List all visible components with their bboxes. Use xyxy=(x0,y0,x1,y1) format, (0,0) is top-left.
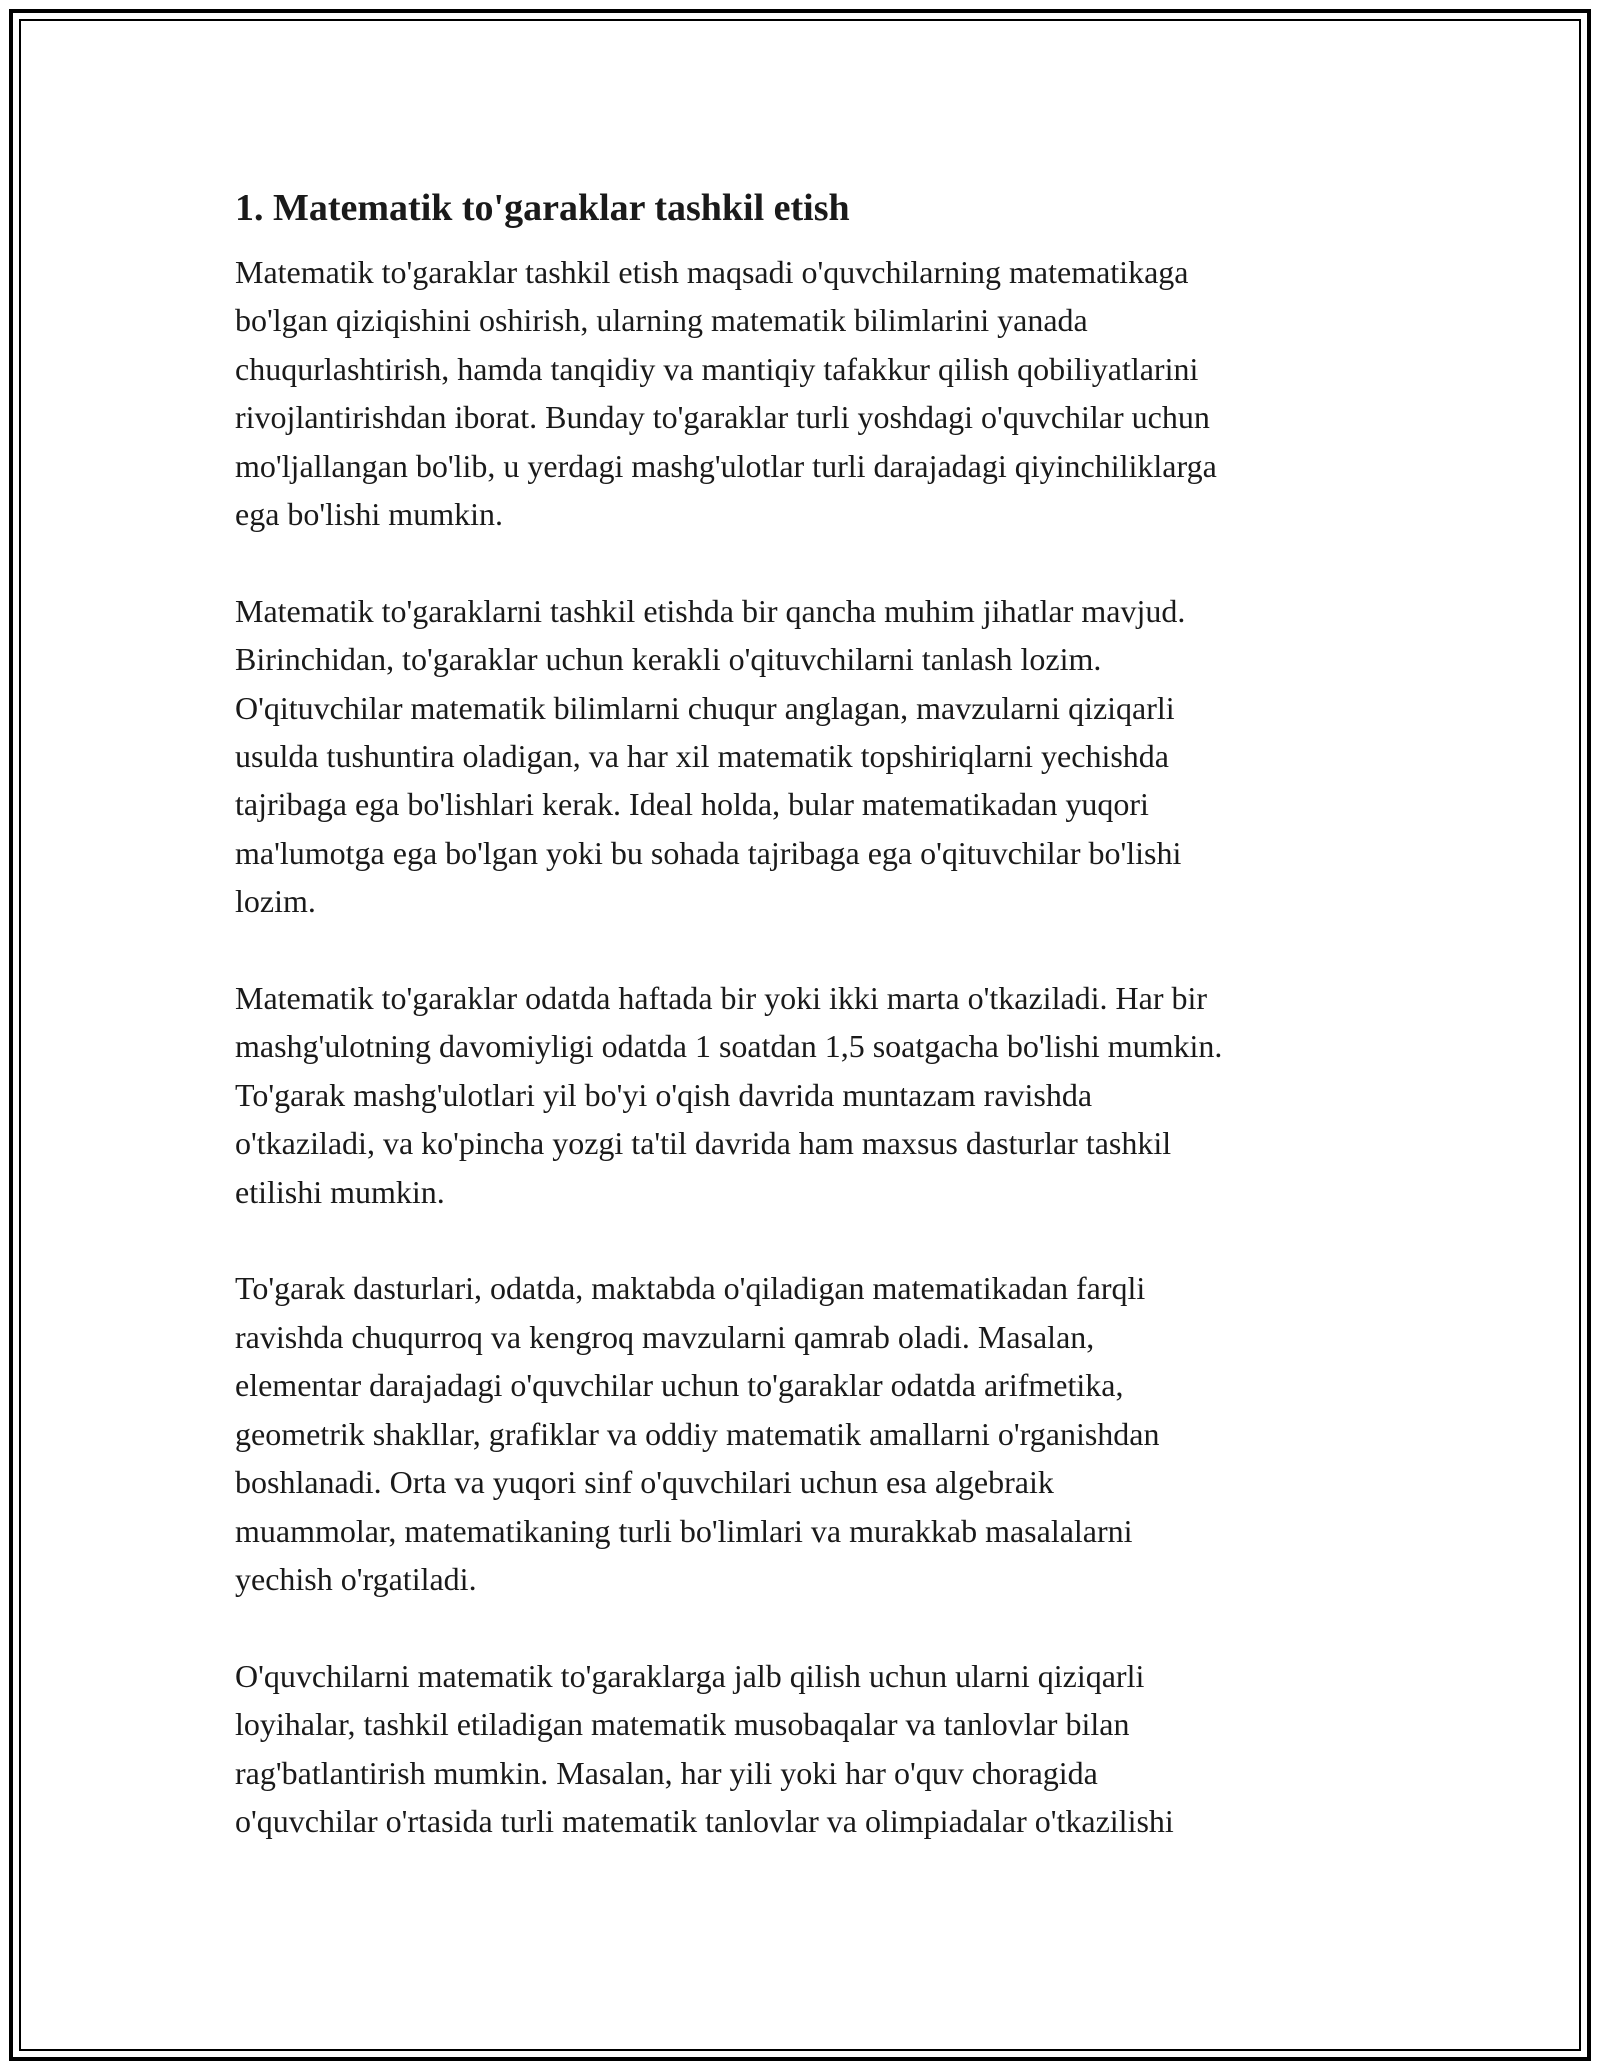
paragraph xyxy=(235,974,1375,1216)
text-line: To'garak mashg'ulotlari yil bo'yi o'qish davrida muntazam ravishda xyxy=(235,1076,1093,1113)
document-body xyxy=(235,184,1375,1894)
text-line: To'garak dasturlari, odatda, maktabda o'qiladigan matematikadan farqli xyxy=(235,1270,1146,1307)
paragraph xyxy=(235,1264,1375,1603)
text-line: ma'lumotga ega bo'lgan yoki bu sohada tajribaga ega o'qituvchilar bo'lishi xyxy=(235,834,1182,871)
text-line: O'quvchilarni matematik to'garaklarga jalb qilish uchun ularni qiziqarli xyxy=(235,1657,1145,1694)
text-line: o'tkaziladi, va ko'pincha yozgi ta'til davrida ham maxsus dasturlar tashkil xyxy=(235,1125,1172,1162)
paragraph xyxy=(235,1652,1375,1846)
text-line: usulda tushuntira oladigan, va har xil matematik topshiriqlarni yechishda xyxy=(235,738,1169,775)
text-line: O'qituvchilar matematik bilimlarni chuqur anglagan, mavzularni qiziqarli xyxy=(235,689,1175,726)
text-line: mashg'ulotning davomiyligi odatda 1 soatdan 1,5 soatgacha bo'lishi mumkin. xyxy=(235,1028,1223,1065)
text-line: tajribaga ega bo'lishlari kerak. Ideal holda, bular matematikadan yuqori xyxy=(235,786,1149,823)
text-line: Matematik to'garaklarni tashkil etishda bir qancha muhim jihatlar mavjud. xyxy=(235,592,1186,629)
text-line: etilishi mumkin. xyxy=(235,1173,445,1210)
text-line: elementar darajadagi o'quvchilar uchun to'garaklar odatda arifmetika, xyxy=(235,1367,1124,1404)
text-line: ega bo'lishi mumkin. xyxy=(235,496,503,533)
text-line: lozim. xyxy=(235,883,316,920)
text-line: o'quvchilar o'rtasida turli matematik tanlovlar va olimpiadalar o'tkazilishi xyxy=(235,1802,1174,1839)
text-line: Birinchidan, to'garaklar uchun kerakli o'qituvchilarni tanlash lozim. xyxy=(235,641,1102,678)
text-line: rag'batlantirish mumkin. Masalan, har yili yoki har o'quv choragida xyxy=(235,1754,1098,1791)
text-line: yechish o'rgatiladi. xyxy=(235,1560,477,1597)
paragraph xyxy=(235,587,1375,926)
paragraph xyxy=(235,248,1375,538)
text-line: Matematik to'garaklar odatda haftada bir yoki ikki marta o'tkaziladi. Har bir xyxy=(235,980,1208,1017)
text-line: bo'lgan qiziqishini oshirish, ularning matematik bilimlarini yanada xyxy=(235,302,1088,339)
text-line: geometrik shakllar, grafiklar va oddiy matematik amallarni o'rganishdan xyxy=(235,1415,1160,1452)
text-line: Matematik to'garaklar tashkil etish maqsadi o'quvchilarning matematikaga xyxy=(235,254,1189,290)
text-line: ravishda chuqurroq va kengroq mavzularni qamrab oladi. Masalan, xyxy=(235,1318,1095,1355)
text-line: muammolar, matematikaning turli bo'limlari va murakkab masalalarni xyxy=(235,1512,1133,1549)
text-line: rivojlantirishdan iborat. Bunday to'garaklar turli yoshdagi o'quvchilar uchun xyxy=(235,399,1210,436)
text-line: boshlanadi. Orta va yuqori sinf o'quvchilari uchun esa algebraik xyxy=(235,1464,1054,1501)
text-line: chuqurlashtirish, hamda tanqidiy va mantiqiy tafakkur qilish qobiliyatlarini xyxy=(235,350,1199,387)
text-line: mo'ljallangan bo'lib, u yerdagi mashg'ulotlar turli darajadagi qiyinchiliklarga xyxy=(235,447,1217,484)
text-line: loyihalar, tashkil etiladigan matematik musobaqalar va tanlovlar bilan xyxy=(235,1706,1130,1743)
section-heading: 1. Matematik to'garaklar tashkil etish xyxy=(235,187,850,229)
